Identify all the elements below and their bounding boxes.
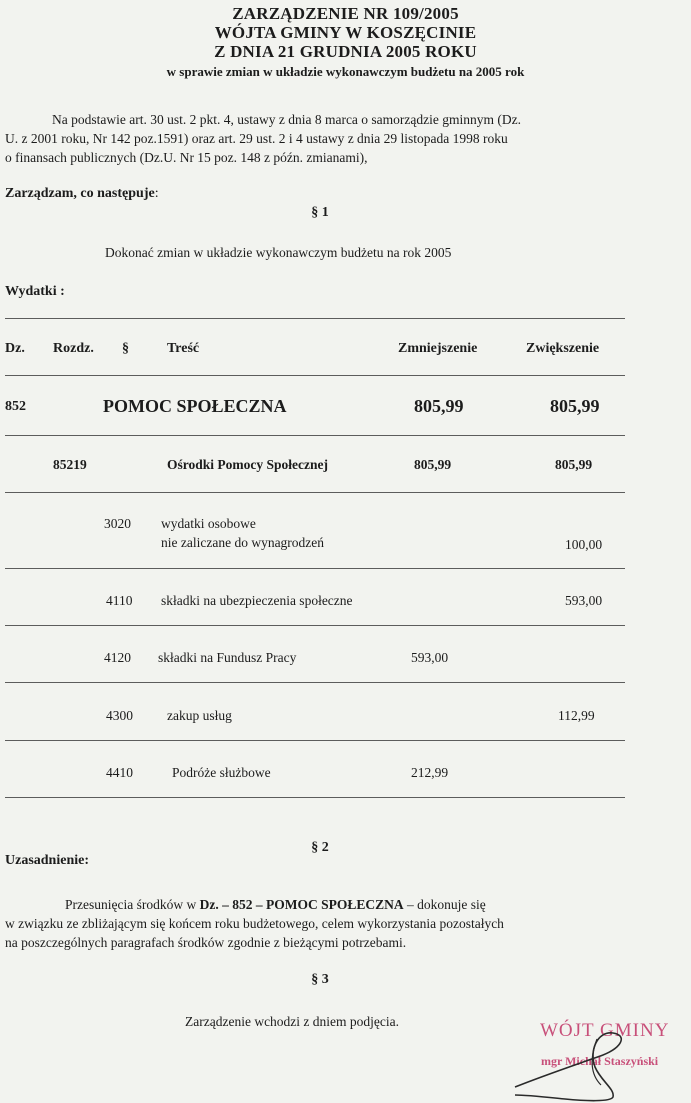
section1-text: Dokonać zmian w układzie wykonawczym budżetu na rok 2005 — [105, 245, 452, 260]
row-tresc-line2: nie zaliczane do wynagrodzeń — [161, 535, 325, 550]
justification-line2: w związku ze zbliżającym się końcem roku budżetowego, celem wykorzystania pozostałych — [5, 916, 504, 931]
row-tresc-line1: składki na ubezpieczenia społeczne — [161, 593, 353, 608]
order-intro-colon: : — [154, 186, 159, 201]
section3-heading: § 3 — [311, 972, 329, 987]
row-paragraph: 4300 — [106, 708, 133, 723]
header-rozdz: Rozdz. — [53, 341, 94, 356]
row-zwiekszenie: 593,00 — [565, 593, 603, 608]
row-paragraph: 4410 — [106, 765, 133, 780]
header-zwiekszenie: Zwiększenie — [526, 341, 600, 356]
stamp-title: WÓJT GMINY — [540, 1020, 670, 1041]
table-rule — [5, 492, 625, 493]
row-paragraph: 3020 — [104, 516, 131, 531]
row-tresc-line1: wydatki osobowe — [161, 516, 256, 531]
justification-line3: na poszczególnych paragrafach środków zgodnie z bieżącymi potrzebami. — [5, 935, 407, 950]
justification-line1 — [65, 895, 486, 914]
justification-text: – dokonuje się — [403, 897, 486, 912]
table-rule — [5, 568, 625, 569]
table-rule — [5, 435, 625, 436]
header-paragraph: § — [122, 341, 129, 356]
justification-division: Dz. – 852 – POMOC SPOŁECZNA — [199, 897, 404, 912]
justification-text: Przesunięcia środków w — [65, 897, 200, 912]
table-rule — [5, 375, 625, 376]
row-zmniejszenie: 593,00 — [411, 650, 449, 665]
row-tresc-line1: zakup usług — [167, 708, 232, 723]
row-tresc-line1: składki na Fundusz Pracy — [158, 650, 297, 665]
row-paragraph: 4120 — [104, 650, 131, 665]
table-bottom-rule — [5, 797, 625, 798]
row-paragraph: 4110 — [106, 593, 133, 608]
signature-icon — [505, 1025, 635, 1103]
preamble-line1: Na podstawie art. 30 ust. 2 pkt. 4, ustawy z dnia 8 marca o samorządzie gminnym (Dz. — [52, 112, 521, 127]
row-zmniejszenie: 212,99 — [411, 765, 449, 780]
row-zwiekszenie: 100,00 — [565, 537, 603, 552]
section1-heading: § 1 — [311, 205, 329, 220]
document-title-line1: ZARZĄDZENIE NR 109/2005 — [232, 4, 459, 23]
rozdzial-zmniejszenie: 805,99 — [414, 457, 452, 472]
table-rule — [5, 682, 625, 683]
order-intro — [5, 186, 159, 202]
section2-heading: § 2 — [311, 840, 329, 855]
rozdzial-zwiekszenie: 805,99 — [555, 457, 593, 472]
expenses-label: Wydatki : — [5, 284, 65, 299]
rozdzial-code: 85219 — [53, 457, 87, 472]
justification-label: Uzasadnienie: — [5, 853, 89, 868]
stamp-name: mgr Michał Staszyński — [541, 1054, 659, 1068]
document-title-line2: WÓJTA GMINY W KOSZĘCINIE — [214, 23, 477, 42]
table-rule — [5, 625, 625, 626]
order-intro-text: Zarządzam, co następuje — [5, 186, 155, 201]
document-title-line3: Z DNIA 21 GRUDNIA 2005 ROKU — [214, 42, 477, 61]
dzial-zwiekszenie: 805,99 — [550, 396, 600, 416]
table-rule — [5, 740, 625, 741]
header-zmniejszenie: Zmniejszenie — [398, 341, 478, 356]
header-dz: Dz. — [5, 341, 25, 356]
dzial-code: 852 — [5, 399, 26, 414]
table-top-rule — [5, 318, 625, 319]
row-zwiekszenie: 112,99 — [558, 708, 595, 723]
preamble-line2: U. z 2001 roku, Nr 142 poz.1591) oraz art. 29 ust. 2 i 4 ustawy z dnia 29 listopada 1998 roku — [5, 131, 508, 146]
dzial-zmniejszenie: 805,99 — [414, 396, 464, 416]
preamble-line3: o finansach publicznych (Dz.U. Nr 15 poz. 148 z późn. zmianami), — [5, 150, 368, 165]
dzial-name: POMOC SPOŁECZNA — [103, 396, 287, 416]
row-tresc-line1: Podróże służbowe — [172, 765, 271, 780]
section3-text: Zarządzenie wchodzi z dniem podjęcia. — [185, 1014, 400, 1029]
document-subtitle: w sprawie zmian w układzie wykonawczym budżetu na 2005 rok — [166, 64, 525, 79]
rozdzial-name: Ośrodki Pomocy Społecznej — [167, 457, 328, 472]
header-tresc: Treść — [167, 341, 200, 356]
